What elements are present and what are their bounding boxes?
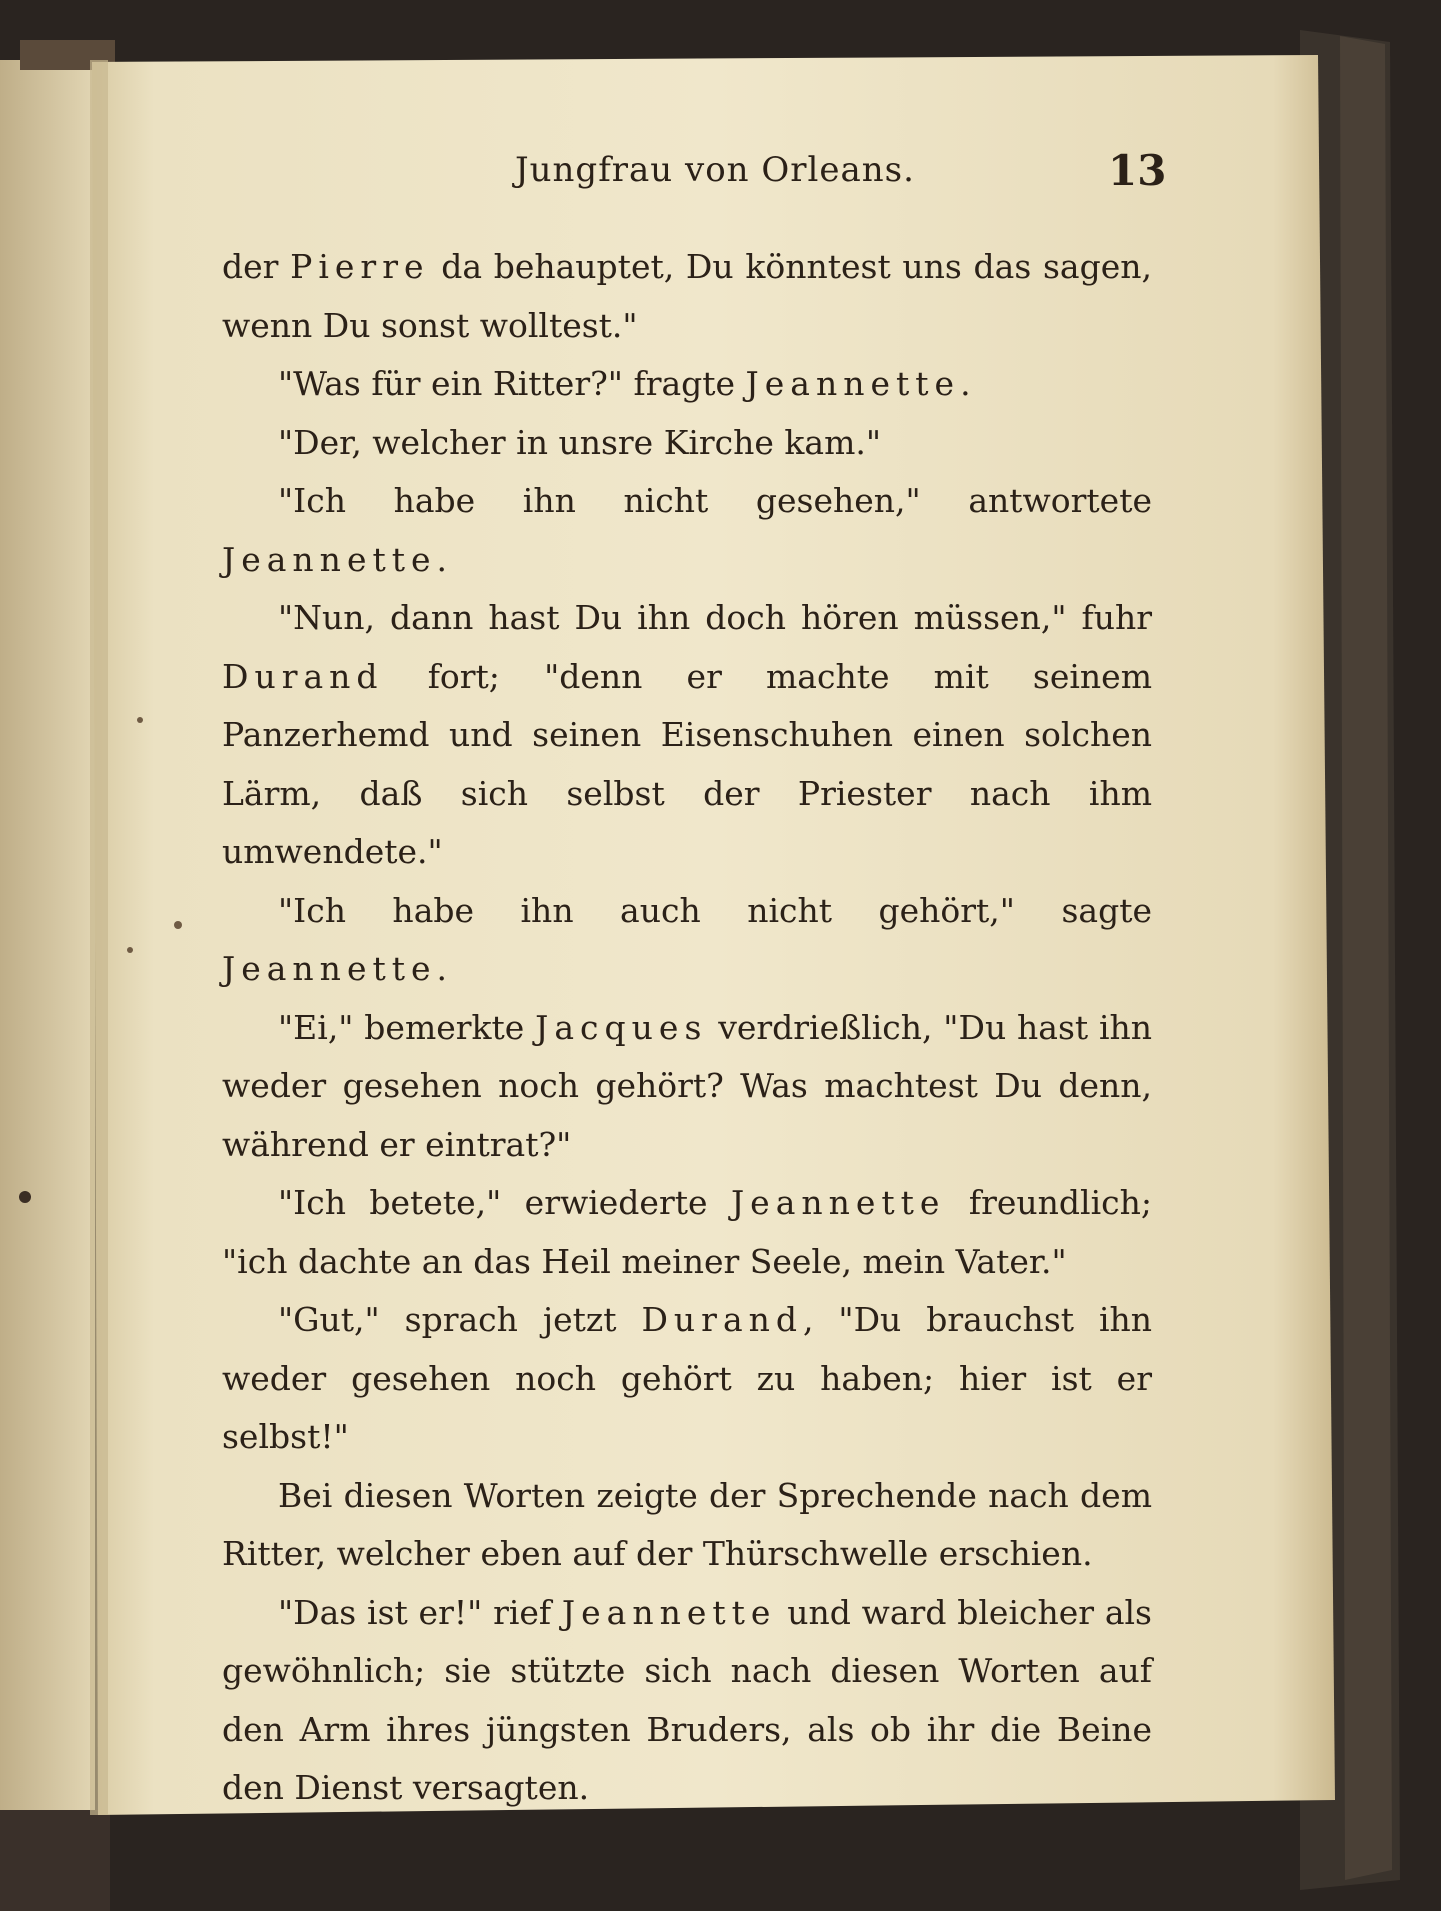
name-jeannette: Jeannette <box>222 949 437 988</box>
paragraph: "Der, welcher in unsre Kirche kam." <box>278 422 882 462</box>
name-jeannette: Jeannette <box>561 1592 777 1632</box>
name-durand: Durand <box>222 656 384 696</box>
paragraph: Bei diesen Worten zeigte der Sprechende nach dem Ritter, welcher eben auf der Thürschwelle erschien. <box>222 1475 1152 1573</box>
paragraph: "Nun, dann hast Du ihn doch hören müssen," fuhr Durand fort; "denn er machte mit seinem Panzerhemd und seinen Eisenschuhen einen solchen Lärm, daß sich selbst der Priester nach ihm umwendete." <box>222 598 1152 871</box>
paragraph: "Ei," bemerkte Jacques verdrießlich, "Du hast ihn weder gesehen noch gehört? Was machtest Du denn, während er eintrat?" <box>222 1007 1153 1164</box>
name-jeannette: Jeannette <box>222 539 437 579</box>
paragraph: "Ich betete," erwiederte Jeannette freundlich; "ich dachte an das Heil meiner Seele, mein Vater." <box>222 1183 1152 1281</box>
body-text <box>222 238 1152 1818</box>
name-jeannette: Jeannette <box>730 1183 946 1222</box>
name-jeannette: Jeannette <box>745 364 961 403</box>
paragraph: der Pierre da behauptet, Du könntest uns das sagen, wenn Du sonst wolltest." <box>222 247 1152 345</box>
paragraph: "Was für ein Ritter?" fragte Jeannette. <box>278 364 971 403</box>
name-durand: Durand <box>641 1300 803 1339</box>
name-pierre: Pierre <box>290 247 430 286</box>
running-head: Jungfrau von Orleans. <box>515 150 915 190</box>
paragraph: "Ich habe ihn nicht gesehen," antwortete Jeannette. <box>222 481 1152 579</box>
paragraph: "Ich habe ihn auch nicht gehört," sagte Jeannette. <box>222 890 1152 988</box>
page-number: 13 <box>1108 146 1167 195</box>
name-jacques: Jacques <box>535 1007 708 1047</box>
paragraph: "Gut," sprach jetzt Durand, "Du brauchst ihn weder gesehen noch gehört zu haben; hier ist er selbst!" <box>222 1300 1153 1456</box>
paragraph: "Das ist er!" rief Jeannette und ward bleicher als gewöhnlich; sie stützte sich nach diesen Worten auf den Arm ihres jüngsten Bruders, als ob ihr die Beine den Dienst versagten. <box>222 1592 1152 1807</box>
